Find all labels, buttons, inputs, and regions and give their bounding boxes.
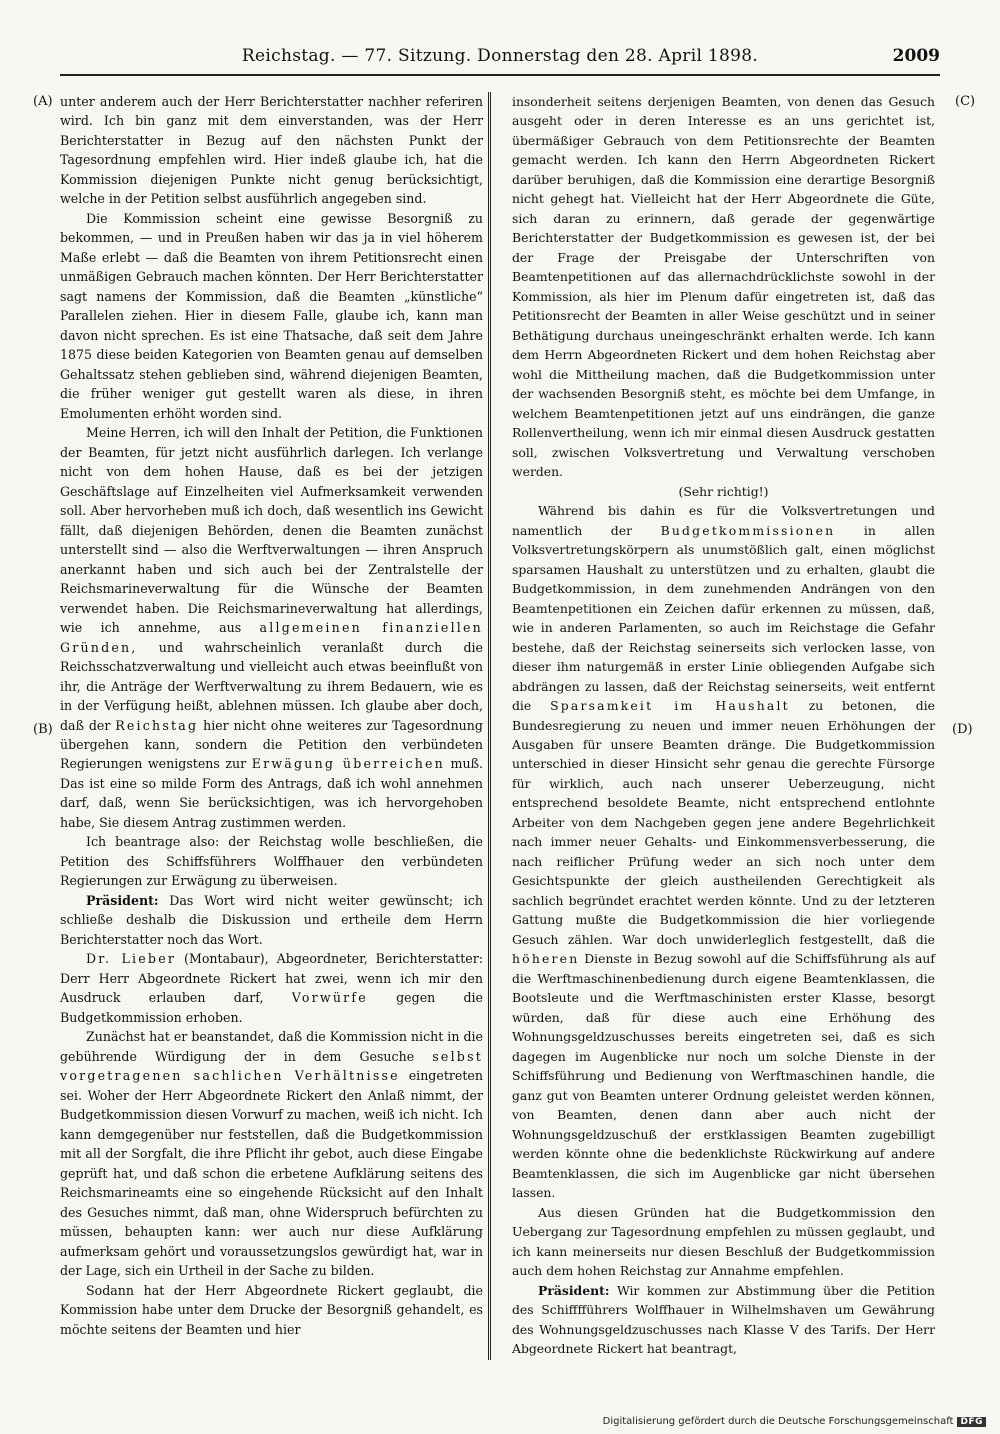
spaced-emphasis: selbst vorgetragenen sachlichen Verhältnisse xyxy=(60,1048,483,1084)
paragraph: Zunächst hat er beanstandet, daß die Kommission nicht in die gebührende Würdigung der in dem Gesuche selbst vorgetragenen sachlichen Verhältnisse eingetreten sei. Woher der Herr Abgeordnete Rickert den Anlaß nimmt, der Budgetkommission diesen Vorwurf zu machen, weiß ich nicht. Ich kann demgegenüber nur feststellen, daß die Budgetkommission mit all der Sorgfalt, die ihre Pflicht ihr gebot, auch diese Eingabe geprüft hat, und daß schon die erbetene Aufklärung seitens des Reichsmarineamts eine so eingehende Rücksicht auf den Inhalt des Gesuches nimmt, daß man, ohne Widerspruch befürchten zu müssen, behaupten kann: wer auch nur diese Aufklärung aufmerksam gehört und voraussetzungslos gewürdigt hat, war in der Lage, sich ein Urtheil in der Sache zu bilden. xyxy=(60,1029,483,1279)
margin-marker-b: (B) xyxy=(33,722,53,737)
speaker-label: Präsident: xyxy=(538,1282,610,1298)
spaced-emphasis: Sparsamkeit im Haushalt xyxy=(550,698,790,714)
spaced-emphasis: Erwägung überreichen xyxy=(251,756,445,772)
paragraph: Aus diesen Gründen hat die Budgetkommission den Uebergang zur Tagesordnung empfehlen zu müssen geglaubt, und ich kann meinerseits nur diesen Beschluß der Budgetkommission auch dem hohen Reichstag zur Annahme empfehlen. xyxy=(512,1204,935,1279)
paragraph: Während bis dahin es für die Volksvertretungen und namentlich der Budgetkommissionen in allen Volksvertretungskörpern als unumstößlich galt, einen möglichst sparsamen Haushalt zu unterstützen und zu erhalten, glaubt die Budgetkommission, in dem zunehmenden Andrängen von den Beamtenpetitionen ein Zeichen dafür erkennen zu müssen, daß, wie in anderen Parlamenten, so auch im Reichstage die Gefahr bestehe, daß der Reichstag seinerseits sich verlocken lasse, von dieser ihm naturgemäß in erster Linie obliegenden Aufgabe sich abdrängen zu lassen, daß der Reichstag seinerseits, weit entfernt die Sparsamkeit im Haushalt zu betonen, die Bundesregierung zu neuen und immer neuen Erhöhungen der Ausgaben für unsere Beamten dränge. Die Budgetkommission unterschied in dieser Hinsicht sehr genau die gerechte Fürsorge für wirklich, auch nach unserer Ueberzeugung, nicht entsprechend besoldete Beamte, nicht entsprechend entlohnte Arbeiter von dem Nachgeben gegen jene andere Begehrlichkeit nach immer neuer Gehalts- und Einkommensverbesserung, die nach reiflicher Prüfung weder an sich noch unter dem Gesichtspunkte der gleich austheilenden Gerechtigkeit als sachlich begründet erachtet werden könnte. Und zu der letzteren Gattung mußte die Budgetkommission die hier vorliegende Gesuch zählen. War doch unwiderleglich festgestellt, daß die höheren Dienste in Bezug sowohl auf die Schiffsführung als auf die Werftmaschinenbedienung durch eigene Beamtenklassen, die Bootsleute und die Werftmaschinisten erster Klasse, besorgt würden, daß für diese auch eine Erhöhung des Wohnungsgeldzuschusses bereits eingetreten sei, daß es sich dagegen im Augenblicke nur noch um solche Dienste in der Schiffsführung und Bedienung von Werftmaschinen handle, die ganz gut von Beamten unterer Ordnung geleistet werden können, von Beamten, denen dann aber auch nicht der Wohnungsgeldzuschuß der erstklassigen Beamten zugebilligt werden könnte ohne die bedenklichste Rückwirkung auf andere Beamtenklassen, die sich im Augenblicke gar nicht übersehen lassen. xyxy=(512,503,935,1201)
page-header xyxy=(60,44,940,76)
running-title: Reichstag. — 77. Sitzung. Donnerstag den 28. April 1898. xyxy=(241,46,759,66)
paragraph: Ich beantrage also: der Reichstag wolle beschließen, die Petition des Schiffsführers Wolffhauer den verbündeten Regierungen zur Erwägung zu überweisen. xyxy=(60,834,483,889)
paragraph: Präsident: Das Wort wird nicht weiter gewünscht; ich schließe deshalb die Diskussion und ertheile dem Herrn Berichterstatter noch das Wort. xyxy=(60,892,483,947)
margin-marker-a: (A) xyxy=(33,94,53,109)
speaker-label: Dr. Lieber xyxy=(86,951,177,967)
paragraph: Dr. Lieber (Montabaur), Abgeordneter, Berichterstatter: Derr Herr Abgeordnete Rickert hat zwei, wenn ich mir den Ausdruck erlauben darf, Vorwürfe gegen die Budgetkommission erhoben. xyxy=(60,951,484,1025)
paragraph: Meine Herren, ich will den Inhalt der Petition, die Funktionen der Beamten, für jetzt nicht ausführlich darlegen. Ich verlange nicht von dem hohen Hause, daß es bei der jetzigen Geschäftslage auf Einzelheiten viel Aufmerksamkeit verwenden soll. Aber hervorheben muß ich doch, daß wesentlich ins Gewicht fällt, daß diejenigen Behörden, denen die Beamten zunächst unterstellt sind — also die Werftverwaltungen — ihren Anspruch anerkannt haben und sich auch bei der Zentralstelle der Reichsmarineverwaltung für die Wünsche der Beamten verwendet haben. Die Reichsmarineverwaltung hat allerdings, wie ich annehme, aus allgemeinen finanziellen Gründen, und wahrscheinlich veranlaßt durch die Reichsschatzverwaltung und vielleicht auch etwas beeinflußt von ihr, die Anträge der Werftverwaltung zu ihrem Bedauern, wie es in der Verfügung heißt, ablehnen müssen. Ich glaube aber doch, daß der Reichstag hier nicht ohne weiteres zur Tagesordnung übergehen kann, sondern die Petition den verbündeten Regierungen wenigstens zur Erwägung überreichen muß. Das ist eine so milde Form des Antrags, daß ich wohl annehmen darf, daß, wenn Sie berücksichtigen, was ich hervorgehoben habe, Sie diesem Antrag zustimmen werden. xyxy=(60,425,483,830)
paragraph: Die Kommission scheint eine gewisse Besorgniß zu bekommen, — und in Preußen haben wir das ja in viel höherem Maße erlebt — daß die Beamten von ihrem Petitionsrecht einen unmäßigen Gebrauch machen könnten. Der Herr Berichterstatter sagt namens der Kommission, daß die Beamten „künstliche“ Parallelen ziehen. Hier in diesem Falle, glaube ich, kann man davon nicht sprechen. Es ist eine Thatsache, daß seit dem Jahre 1875 diese beiden Kategorien von Beamten genau auf demselben Gehaltssatz stehen geblieben sind, während diejenigen Beamten, die früher weniger gut gestellt waren als diese, in ihren Emolumenten erhöht worden sind. xyxy=(60,210,483,421)
right-column xyxy=(512,92,935,1360)
dfg-logo: DFG xyxy=(957,1417,986,1427)
spaced-emphasis: Vorwürfe xyxy=(291,990,368,1006)
spaced-emphasis: Reichstag xyxy=(115,717,199,733)
speaker-label: Präsident: xyxy=(86,892,159,908)
interjection: (Sehr richtig!) xyxy=(678,483,769,499)
spaced-emphasis: höheren xyxy=(512,951,580,967)
paragraph: Präsident: Wir kommen zur Abstimmung über die Petition des Schifffführers Wolffhauer in Wilhelmshaven um Gewährung des Wohnungsgeldzuschusses nach Klasse V des Tarifs. Der Herr Abgeordnete Rickert hat beantragt, xyxy=(512,1282,935,1356)
spaced-emphasis: Budgetkommissionen xyxy=(660,522,836,538)
digitization-credit xyxy=(603,1416,986,1427)
column-divider xyxy=(488,92,491,1360)
paragraph: insonderheit seitens derjenigen Beamten, von denen das Gesuch ausgeht oder in deren Interesse es an uns gerichtet ist, übermäßiger Gebrauch von dem Petitionsrechte der Beamten gemacht werden. Ich kann den Herrn Abgeordneten Rickert darüber beruhigen, daß die Kommission eine derartige Besorgniß nicht gehegt hat. Vielleicht hat der Herr Abgeordnete die Güte, sich daran zu erinnern, daß gerade der gegenwärtige Berichterstatter der Budgetkommission es gewesen ist, der bei der Frage der Preisgabe der Unterschriften von Beamtenpetitionen auf das allernachdrücklichste sowohl in der Kommission, als hier im Plenum dafür eingetreten ist, daß das Petitionsrecht der Beamten in aller Weise geschützt und in seiner Bethätigung durchaus uneingeschränkt erhalten werde. Ich kann dem Herrn Abgeordneten Rickert und dem hohen Reichstag aber wohl die Mittheilung machen, daß die Budgetkommission unter der wachsenden Besorgniß steht, es möchte bei dem Umfange, in welchem Beamtenpetitionen jetzt auf uns eindrängen, die ganze Rollenvertheilung, wenn ich mir einmal diesen Ausdruck gestatten soll, zwischen Volksvertretung und Verwaltung verschoben werden. xyxy=(512,94,935,480)
left-column xyxy=(60,92,483,1360)
paragraph: Sodann hat der Herr Abgeordnete Rickert geglaubt, die Kommission habe unter dem Drucke der Besorgniß gehandelt, es möchte seitens der Beamten und hier xyxy=(60,1282,483,1337)
paragraph: unter anderem auch der Herr Berichterstatter nachher referiren wird. Ich bin ganz mit dem einverstanden, was der Herr Berichterstatter in Bezug auf den nächsten Punkt der Tagesordnung empfehlen wird. Hier indeß glaube ich, hat die Kommission diejenigen Punkte nicht genug berücksichtigt, welche in der Petition selbst ausführlich angegeben sind. xyxy=(60,94,483,207)
margin-marker-c: (C) xyxy=(955,94,976,109)
margin-marker-d: (D) xyxy=(952,722,973,737)
spaced-emphasis: allgemeinen finanziellen Gründen, xyxy=(60,620,483,655)
page-number: 2009 xyxy=(892,46,940,66)
credit-text: Digitalisierung gefördert durch die Deutsche Forschungsgemeinschaft xyxy=(602,1416,954,1427)
